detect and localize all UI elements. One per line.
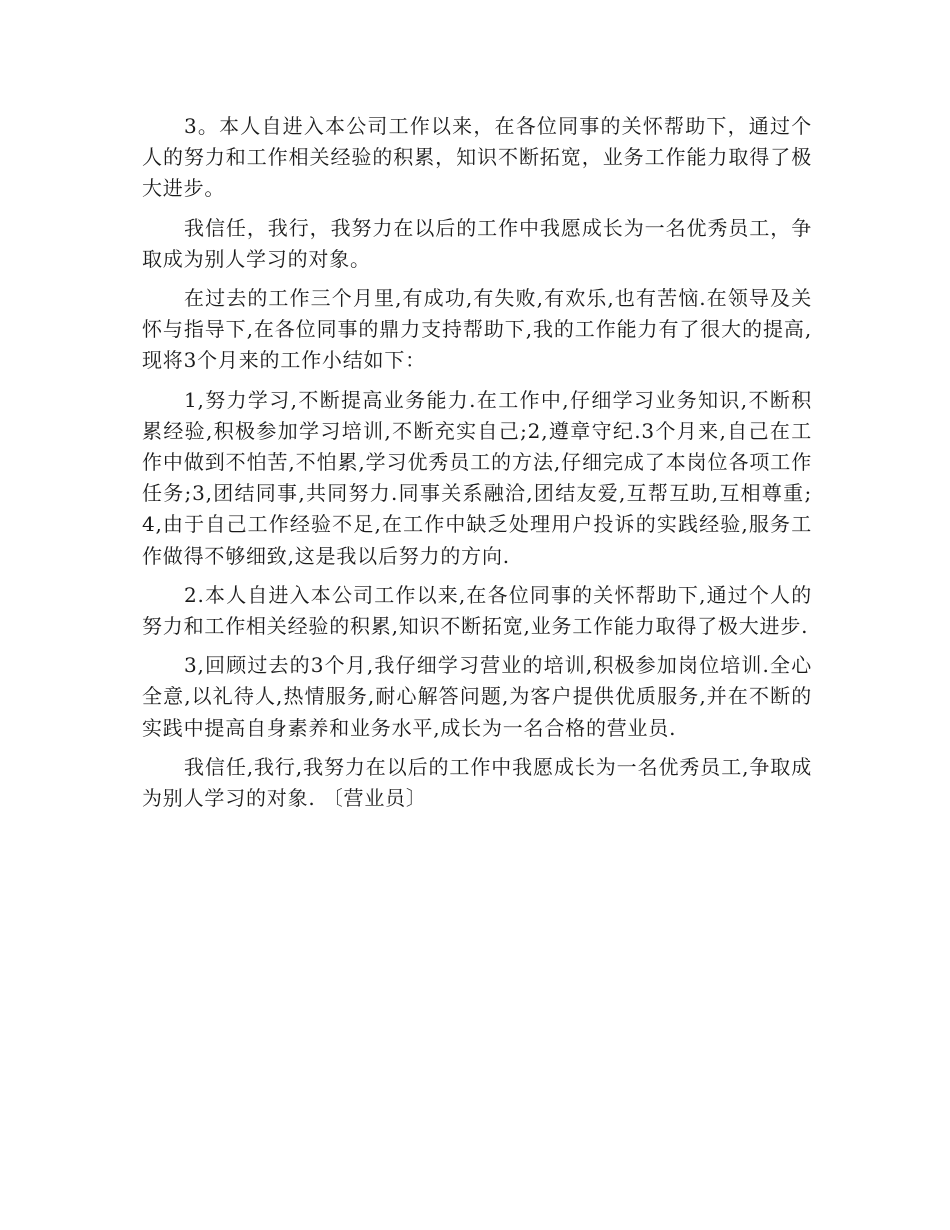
paragraph-4: 1,努力学习,不断提高业务能力.在工作中,仔细学习业务知识,不断积累经验,积极参加学习培训,不断充实自己;2,遵章守纪.3个月来,自己在工作中做到不怕苦,不怕累,学习优秀员工的方法,仔细完成了本岗位各项工作任务;3,团结同事,共同努力.同事关系融洽,团结友爱,互帮互助,互相尊重;4,由于自己工作经验不足,在工作中缺乏处理用户投诉的实践经验,服务工作做得不够细致,这是我以后努力的方向. (142, 387, 812, 568)
document-body (142, 111, 812, 822)
paragraph-3: 在过去的工作三个月里,有成功,有失败,有欢乐,也有苦恼.在领导及关怀与指导下,在各位同事的鼎力支持帮助下,我的工作能力有了很大的提高,现将3个月来的工作小结如下： (142, 286, 812, 373)
paragraph-1: 3。本人自进入本公司工作以来，在各位同事的关怀帮助下，通过个人的努力和工作相关经验的积累，知识不断拓宽，业务工作能力取得了极大进步。 (142, 114, 812, 201)
paragraph-2: 我信任，我行，我努力在以后的工作中我愿成长为一名优秀员工，争取成为别人学习的对象。 (142, 215, 812, 271)
paragraph-5: 2.本人自进入本公司工作以来,在各位同事的关怀帮助下,通过个人的努力和工作相关经验的积累,知识不断拓宽,业务工作能力取得了极大进步. (142, 582, 812, 639)
paragraph-7: 我信任,我行,我努力在以后的工作中我愿成长为一名优秀员工,争取成为别人学习的对象. 〔营业员〕 (142, 754, 812, 811)
paragraph-6: 3,回顾过去的3个月,我仔细学习营业的培训,积极参加岗位培训.全心全意,以礼待人,热情服务,耐心解答问题,为客户提供优质服务,并在不断的实践中提高自身素养和业务水平,成长为一名合格的营业员. (142, 653, 812, 740)
